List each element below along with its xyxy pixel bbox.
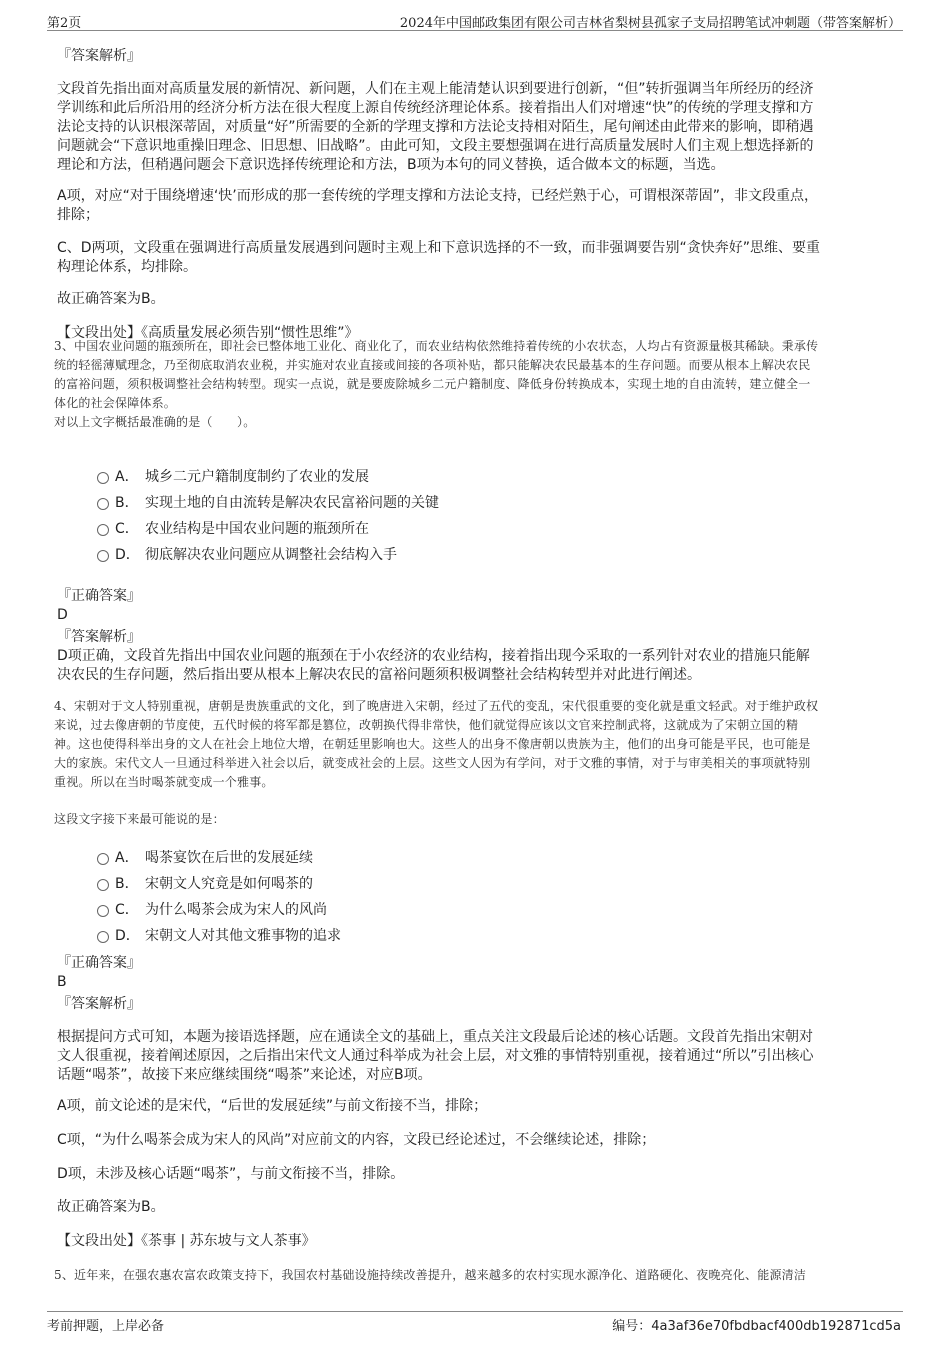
radio-icon[interactable] xyxy=(97,498,109,510)
q4-option-a-analysis: A项，前文论述的是宋代，“后世的发展延续”与前文衔接不当，排除； xyxy=(57,1098,488,1114)
radio-icon[interactable] xyxy=(97,550,109,562)
q3-answer: 『正确答案』 D 『答案解析』 D项正确，文段首先指出中国农业问题的瓶颈在于小农经济的农业结构，接着指出现今采取的一系列针对农业的措施只能解 决农民的生存问题，然后指出要从根本上解决农民的富裕问题须积极调整社会结构转型并对此进行阐述。 xyxy=(57,588,810,683)
page-footer xyxy=(47,1311,903,1332)
q4-option-d-analysis: D项，未涉及核心话题“喝茶”，与前文衔接不当，排除。 xyxy=(57,1166,405,1182)
footer-slogan: 考前押题，上岸必备 xyxy=(47,1319,165,1334)
q4-option-c-analysis: C项，“为什么喝茶会成为宋人的风尚”对应前文的内容，文段已经论述过，不会继续论述，排除； xyxy=(57,1132,656,1148)
q3-stem: 3、中国农业问题的瓶颈所在，即社会已整体地工业化、商业化了，而农业结构依然维持着传统的小农状态，人均占有资源量极其稀缺。秉承传 统的轻徭薄赋理念，乃至彻底取消农业税，并实施对农业直接或间接的各项补贴，都只能解决农民最基本的生存问题。而要从根本上解决农民 的富裕问题，须积极调整社会结构转型。现实一点说，就是要废除城乡二元户籍制度、降低身份转换成本，实现土地的自由流转，建立健全一 体化的社会保障体系。 对以上文字概括最准确的是（ ）。 xyxy=(54,339,819,429)
q4-source: 【文段出处】《茶事 | 苏东坡与文人茶事》 xyxy=(57,1233,316,1249)
radio-icon[interactable] xyxy=(97,524,109,536)
q4-conclusion: 故正确答案为B。 xyxy=(57,1199,165,1215)
q5-stem: 5、近年来，在强农惠农富农政策支持下，我国农村基础设施持续改善提升，越来越多的农村实现水源净化、道路硬化、夜晚亮化、能源清洁 xyxy=(54,1268,807,1282)
radio-icon[interactable] xyxy=(97,879,109,891)
q2-source: 【文段出处】《高质量发展必须告别“惯性思维”》 xyxy=(57,325,359,341)
q4-option-c[interactable]: C． 为什么喝茶会成为宋人的风尚 xyxy=(97,900,327,920)
radio-icon[interactable] xyxy=(97,931,109,943)
radio-icon[interactable] xyxy=(97,905,109,917)
q4-answer: 『正确答案』 B 『答案解析』 xyxy=(57,955,141,1012)
q4-stem: 4、宋朝对于文人特别重视，唐朝是贵族重武的文化，到了晚唐进入宋朝，经过了五代的变乱，宋代很重要的变化就是重文轻武。对于维护政权 来说，过去像唐朝的节度使，五代时候的将军都是篡位，改朝换代得非常快，他们就觉得应该以文官来控制武将，这就成为了宋朝立国的精 神。这也使得科举出身的文人在社会上地位大增，在朝廷里影响也大。这些人的出身不像唐朝以贵族为主，他们的出身可能是平民，也可能是 大的家族。宋代文人一旦通过科举进入社会以后，就变成社会的上层。这些文人因为有学问，对于文雅的事情，对于与审美相关的事项就特别 重视。所以在当时喝茶就变成一个雅事。 xyxy=(54,699,819,789)
q4-option-b[interactable]: B． 宋朝文人究竟是如何喝茶的 xyxy=(97,874,313,894)
page-number: 第2页 xyxy=(47,16,82,31)
q2-analysis-label: 『答案解析』 xyxy=(57,48,141,64)
q4-prompt: 这段文字接下来最可能说的是： xyxy=(54,812,225,826)
q2-option-cd-analysis: C、D两项，文段重在强调进行高质量发展遇到问题时主观上和下意识选择的不一致，而非强调要告别“贪快奔好”思维、要重 构理论体系，均排除。 xyxy=(57,240,821,275)
q4-option-a[interactable]: A． 喝茶宴饮在后世的发展延续 xyxy=(97,848,313,868)
q2-conclusion: 故正确答案为B。 xyxy=(57,291,165,307)
page-header xyxy=(47,10,903,31)
q4-option-d[interactable]: D． 宋朝文人对其他文雅事物的追求 xyxy=(97,926,341,946)
q3-option-d[interactable]: D． 彻底解决农业问题应从调整社会结构入手 xyxy=(97,545,397,565)
q3-option-a[interactable]: A． 城乡二元户籍制度制约了农业的发展 xyxy=(97,467,369,487)
document-title: 2024年中国邮政集团有限公司吉林省梨树县孤家子支局招聘笔试冲刺题（带答案解析） xyxy=(399,16,901,31)
document-id: 编号：4a3af36e70fbdbacf400db192871cd5a xyxy=(612,1319,901,1334)
q3-option-c[interactable]: C． 农业结构是中国农业问题的瓶颈所在 xyxy=(97,519,369,539)
radio-icon[interactable] xyxy=(97,853,109,865)
q2-analysis: 文段首先指出面对高质量发展的新情况、新问题，人们在主观上能清楚认识到要进行创新，“但”转折强调当年所经历的经济 学训练和此后所沿用的经济分析方法在很大程度上源自传统经济理论体系。接着指出人们对增速“快”的传统的学理支撑和方 法论支持的认识根深蒂固，对质量“好”所需要的全新的学理支撑和方法论支持相对陌生，尾句阐述由此带来的影响，即稍遇 问题就会“下意识地重操旧理念、旧思想、旧战略”。由此可知，文段主要想强调在进行高质量发展时人们主观上想选择新的 理论和方法，但稍遇问题会下意识选择传统理论和方法，B项为本句的同义替换，适合做本文的标题，当选。 xyxy=(57,81,814,173)
q3-option-b[interactable]: B． 实现土地的自由流转是解决农民富裕问题的关键 xyxy=(97,493,439,513)
radio-icon[interactable] xyxy=(97,472,109,484)
q2-option-a-analysis: A项，对应“对于围绕增速‘快’而形成的那一套传统的学理支撑和方法论支持，已经烂熟于心，可谓根深蒂固”，非文段重点， 排除； xyxy=(57,188,818,223)
q4-analysis: 根据提问方式可知，本题为接语选择题，应在通读全文的基础上，重点关注文段最后论述的核心话题。文段首先指出宋朝对 文人很重视，接着阐述原因，之后指出宋代文人通过科举成为社会上层，对文雅的事情特别重视，接着通过“所以”引出核心 话题“喝茶”，故接下来应继续围绕“喝茶”来论述，对应B项。 xyxy=(57,1029,814,1083)
